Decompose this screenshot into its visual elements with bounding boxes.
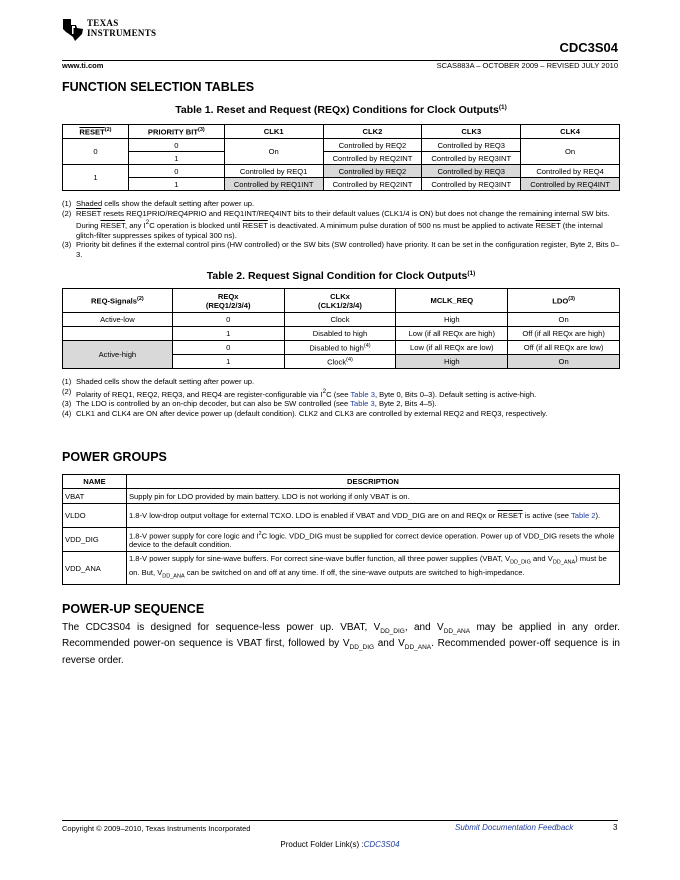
texas-state-icon [62, 18, 84, 42]
t2-header-clkx: CLKx (CLK1/2/3/4) [284, 289, 396, 313]
t2-cell: Disabled to high$^{(4)}$ [284, 341, 396, 355]
section-title-power-groups: POWER GROUPS [62, 450, 167, 464]
section-title-function-selection: FUNCTION SELECTION TABLES [62, 80, 255, 94]
t1-cell: Controlled by REQ3 [422, 165, 521, 178]
section-title-power-up: POWER-UP SEQUENCE [62, 602, 205, 616]
t2-cell: Off (if all REQx are high) [508, 327, 620, 341]
t1-cell: On [521, 139, 620, 165]
t1-cell: Controlled by REQ2 [323, 139, 422, 152]
t2-cell: Low (if all REQx are low) [396, 341, 508, 355]
t1-cell: 1 [63, 165, 129, 191]
t2-cell: Clock [284, 313, 396, 327]
pg-name: VDD_DIG [63, 528, 127, 552]
t1-header-clk3: CLK3 [422, 125, 521, 139]
table1-footnotes: (1) Shaded cells show the default setting after power up. (2) RESET resets REQ1PRIO/REQ4PRIO and REQ1INT/REQ4INT bits to their default values (CLK1/4 is ON) but does not change the remaining internal SW bits. During RESET, any $I^2C$ operation is blocked until RESET is deactivated. A minimum pulse duration of 500 ns must be applied to activate RESET (the internal glitch-filter suppresses spikes of typical 300 ns). (3) Priority bit defines if the external control pins (HW controlled) or the SW bits (SW controlled) have priority. It can be set in the configuration register, Byte 2, Bits 0–3. [62, 199, 620, 259]
pg-name: VDD_ANA [63, 552, 127, 585]
website-link[interactable]: www.ti.com [62, 61, 104, 70]
power-groups-table [62, 474, 620, 585]
t1-cell: Controlled by REQ2INT [323, 178, 422, 191]
table1-caption-sup: (1) [498, 104, 507, 111]
table3-link[interactable]: Table 3 [350, 389, 375, 399]
t2-cell: 0 [172, 341, 284, 355]
t2-cell-empty [63, 327, 173, 341]
t1-cell: 1 [128, 178, 224, 191]
product-folder-label: Product Folder Link(s) : [280, 840, 364, 849]
pg-desc: Supply pin for LDO provided by main battery. LDO is not working if only VBAT is on. [126, 489, 619, 504]
t1-cell: 0 [128, 139, 224, 152]
t2-cell: High [396, 313, 508, 327]
t1-cell: Controlled by REQ3INT [422, 152, 521, 165]
t1-cell: Controlled by REQ2INT [323, 152, 422, 165]
t1-header-reset: RESET$^{(2)}$ [63, 125, 129, 139]
logo-line2: INSTRUMENTS [87, 28, 157, 38]
part-number: CDC3S04 [559, 40, 618, 55]
product-folder-link[interactable]: CDC3S04 [363, 840, 400, 849]
table3-link[interactable]: Table 3 [350, 399, 375, 409]
pg-name: VLDO [63, 504, 127, 528]
t2-cell: High [396, 355, 508, 369]
table1-caption [62, 104, 620, 116]
t2-header-mclk: MCLK_REQ [396, 289, 508, 313]
t2-cell: 0 [172, 313, 284, 327]
pg-desc: 1.8-V power supply for sine-wave buffers. For correct sine-wave buffer function, all three power supplies (VBAT, $V_{DD\_DIG}$ and $V_{DD\_ANA}$) must be on. But, $V_{DD\_ANA}$ can be switched on and off at any time. If off, the sine-wave outputs are switched to high-impedance. [126, 552, 619, 585]
t2-cell: Disabled to high [284, 327, 396, 341]
t2-cell: On [508, 355, 620, 369]
copyright: Copyright © 2009–2010, Texas Instruments Incorporated [62, 824, 251, 833]
pg-desc: 1.8-V power supply for core logic and $I^2C$ logic. VDD_DIG must be supplied for correct device operation. Power up of VDD_DIG resets the whole device to the default condition. [126, 528, 619, 552]
pg-header-name: NAME [63, 475, 127, 489]
t1-header-clk1: CLK1 [224, 125, 323, 139]
pg-name: VBAT [63, 489, 127, 504]
power-up-paragraph: The CDC3S04 is designed for sequence-less power up. VBAT, $V_{DD\_DIG}$, and $V_{DD\_ANA}$ may be applied in any order. Recommended power-on sequence is VBAT first, followed by $V_{DD\_DIG}$ and $V_{DD\_ANA}$. Recommended power-off sequence is in reverse order. [62, 622, 620, 666]
t1-cell: 1 [128, 152, 224, 165]
ti-logo [62, 18, 156, 42]
t2-cell: Clock$^{(4)}$ [284, 355, 396, 369]
t2-cell: 1 [172, 327, 284, 341]
t2-cell: 1 [172, 355, 284, 369]
t2-cell: Active-high [63, 341, 173, 369]
t1-header-priority: PRIORITY BIT$^{(3)}$ [128, 125, 224, 139]
t1-header-clk4: CLK4 [521, 125, 620, 139]
footer-rule [62, 820, 618, 821]
table1 [62, 124, 620, 191]
page-number: 3 [613, 823, 618, 832]
t1-cell: Controlled by REQ1 [224, 165, 323, 178]
table1-caption-text: Table 1. Reset and Request (REQx) Conditions for Clock Outputs [175, 104, 499, 116]
t2-header-ldo: LDO$^{(3)}$ [508, 289, 620, 313]
t1-cell: Controlled by REQ3 [422, 139, 521, 152]
t2-header-req: REQ-Signals$^{(2)}$ [63, 289, 173, 313]
table2-caption-text: Table 2. Request Signal Condition for Clock Outputs [206, 270, 468, 282]
t1-cell: Controlled by REQ4INT [521, 178, 620, 191]
t2-cell: Low (if all REQx are high) [396, 327, 508, 341]
table2-caption [62, 270, 620, 282]
table2-caption-sup: (1) [467, 270, 476, 277]
doc-ref: SCAS883A – OCTOBER 2009 – REVISED JULY 2010 [436, 61, 618, 70]
t1-cell: 0 [63, 139, 129, 165]
table2 [62, 288, 620, 369]
t1-cell: 0 [128, 165, 224, 178]
t1-cell: Controlled by REQ1INT [224, 178, 323, 191]
t1-cell: On [224, 139, 323, 165]
t1-header-clk2: CLK2 [323, 125, 422, 139]
t2-header-reqx: REQx (REQ1/2/3/4) [172, 289, 284, 313]
t2-cell: Off (if all REQx are low) [508, 341, 620, 355]
pg-desc: 1.8-V low-drop output voltage for external TCXO. LDO is enabled if VBAT and VDD_DIG are on and REQx or RESET is active (see Table 2). [126, 504, 619, 528]
table2-footnotes: (1) Shaded cells show the default setting after power up. (2) Polarity of REQ1, REQ2, REQ3, and REQ4 are register-configurable via $I^2C$ (see Table 3, Byte 0, Bits 0–3). Default setting is active-high. (3) The LDO is controlled by an on-chip decoder, but can also be SW controlled (see Table 3, Byte 2, Bits 4–5). (4) CLK1 and CLK4 are ON after device power up (default condition). CLK2 and CLK3 are controlled by external REQ2 and REQ3, respectively. [62, 377, 548, 418]
t2-cell: Active-low [63, 313, 173, 327]
t1-cell: Controlled by REQ3INT [422, 178, 521, 191]
product-folder [0, 840, 680, 849]
table2-link[interactable]: Table 2 [571, 511, 596, 520]
t1-cell: Controlled by REQ2 [323, 165, 422, 178]
logo-line1: TEXAS [87, 18, 119, 28]
submit-feedback-link[interactable]: Submit Documentation Feedback [455, 823, 574, 832]
t1-cell: Controlled by REQ4 [521, 165, 620, 178]
t2-cell: On [508, 313, 620, 327]
pg-header-description: DESCRIPTION [126, 475, 619, 489]
